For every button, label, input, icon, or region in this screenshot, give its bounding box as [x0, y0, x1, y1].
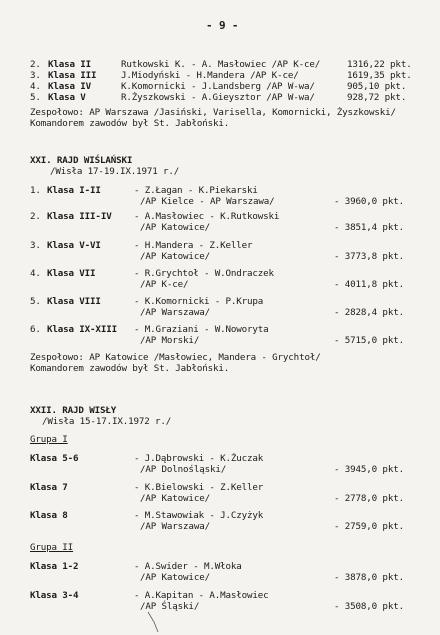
result-klasa: Klasa VIII [47, 296, 101, 307]
top-result-num: 2. [30, 59, 41, 70]
result-club: /AP Warszawa/ [140, 521, 210, 532]
pen-mark [140, 610, 170, 635]
result-num: 5. [30, 296, 41, 307]
result-club: /AP Katowice/ [140, 572, 210, 583]
result-crew: - K.Komornicki - P.Krupa [134, 296, 264, 307]
result-score: - 3773,8 pkt. [334, 251, 404, 262]
result-num: 4. [30, 268, 41, 279]
top-result-score: 1316,22 pkt. [347, 59, 412, 70]
result-klasa: Klasa VII [47, 268, 96, 279]
top-result-klasa: Klasa II [48, 59, 92, 70]
result-num: 2. [30, 211, 41, 222]
result-club: /AP Katowice/ [140, 222, 210, 233]
result-score: - 3508,0 pkt. [334, 601, 404, 612]
result-score: - 5715,0 pkt. [334, 335, 404, 346]
team-note-line: Zespołowo: AP Warszawa /Jasiński, Varisella, Komornicki, Żyszkowski/ [30, 107, 396, 118]
result-num: 1. [30, 185, 41, 196]
result-klasa: Klasa I-II [47, 185, 101, 196]
result-klasa: Klasa 7 [30, 482, 68, 493]
result-crew: - H.Mandera - Z.Keller [134, 240, 253, 251]
top-result-score: 928,72 pkt. [347, 92, 407, 103]
top-result-num: 5. [30, 92, 41, 103]
team-note-line: Zespołowo: AP Katowice /Masłowiec, Mandera - Grychtoł/ [30, 352, 321, 363]
result-score: - 2759,0 pkt. [334, 521, 404, 532]
team-note-line: Komandorem zawodów był St. Jabłoński. [30, 118, 230, 129]
result-score: - 3960,0 pkt. [334, 196, 404, 207]
result-club: /AP Dolnośląski/ [140, 464, 227, 475]
top-result-klasa: Klasa V [48, 92, 86, 103]
result-crew: - A.Masłowiec - K.Rutkowski [134, 211, 280, 222]
result-score: - 4011,8 pkt. [334, 279, 404, 290]
result-crew: - K.Bielowski - Z.Keller [134, 482, 264, 493]
top-result-crew: Rutkowski K. - A. Masłowiec /AP K-ce/ [121, 59, 321, 70]
top-result-score: 1619,35 pkt. [347, 70, 412, 81]
result-score: - 3945,0 pkt. [334, 464, 404, 475]
result-num: 6. [30, 324, 41, 335]
result-club: /AP Morski/ [140, 335, 200, 346]
result-crew: - R.Grychtoł - W.Ondraczek [134, 268, 274, 279]
page-number: - 9 - [206, 19, 239, 32]
top-result-crew: K.Komornicki - J.Landsberg /AP W-wa/ [121, 81, 315, 92]
result-crew: - A.Kapitan - A.Masłowiec [134, 590, 269, 601]
result-klasa: Klasa III-IV [47, 211, 112, 222]
result-score: - 3851,4 pkt. [334, 222, 404, 233]
result-club: /AP Katowice/ [140, 251, 210, 262]
result-score: - 2778,0 pkt. [334, 493, 404, 504]
top-result-crew: R.Żyszkowski - A.Gieysztor /AP W-wa/ [121, 92, 315, 103]
rally-title: XXII. RAJD WISŁY [30, 405, 117, 416]
top-result-klasa: Klasa III [48, 70, 97, 81]
top-result-score: 905,10 pkt. [347, 81, 407, 92]
result-num: 3. [30, 240, 41, 251]
top-result-num: 4. [30, 81, 41, 92]
result-crew: - M.Stawowiak - J.Czyżyk [134, 510, 264, 521]
group-label: Grupa I [30, 434, 68, 445]
rally-dates: /Wisła 17-19.IX.1971 r./ [50, 166, 180, 177]
team-note-line: Komandorem zawodów był St. Jabłoński. [30, 363, 230, 374]
top-result-num: 3. [30, 70, 41, 81]
result-club: /AP Katowice/ [140, 493, 210, 504]
result-klasa: Klasa IX-XIII [47, 324, 117, 335]
result-crew: - Z.Łagan - K.Piekarski [134, 185, 258, 196]
rally-dates: /Wisła 15-17.IX.1972 r./ [42, 416, 172, 427]
result-crew: - A.Swider - M.Włoka [134, 561, 242, 572]
top-result-crew: J.Miodyński - H.Mandera /AP K-ce/ [121, 70, 299, 81]
rally-title: XXI. RAJD WIŚLAŃSKI [30, 155, 133, 166]
result-club: /AP Warszawa/ [140, 307, 210, 318]
group-label: Grupa II [30, 542, 74, 553]
result-score: - 2828,4 pkt. [334, 307, 404, 318]
result-klasa: Klasa 1-2 [30, 561, 79, 572]
result-crew: - J.Dąbrowski - K.Żuczak [134, 453, 264, 464]
result-club: /AP Śląski/ [140, 601, 200, 612]
result-club: /AP K-ce/ [140, 279, 189, 290]
top-result-klasa: Klasa IV [48, 81, 92, 92]
result-club: /AP Kielce - AP Warszawa/ [140, 196, 275, 207]
result-klasa: Klasa 5-6 [30, 453, 79, 464]
result-klasa: Klasa 3-4 [30, 590, 79, 601]
result-crew: - M.Graziani - W.Noworyta [134, 324, 269, 335]
result-klasa: Klasa V-VI [47, 240, 101, 251]
result-klasa: Klasa 8 [30, 510, 68, 521]
result-score: - 3878,0 pkt. [334, 572, 404, 583]
